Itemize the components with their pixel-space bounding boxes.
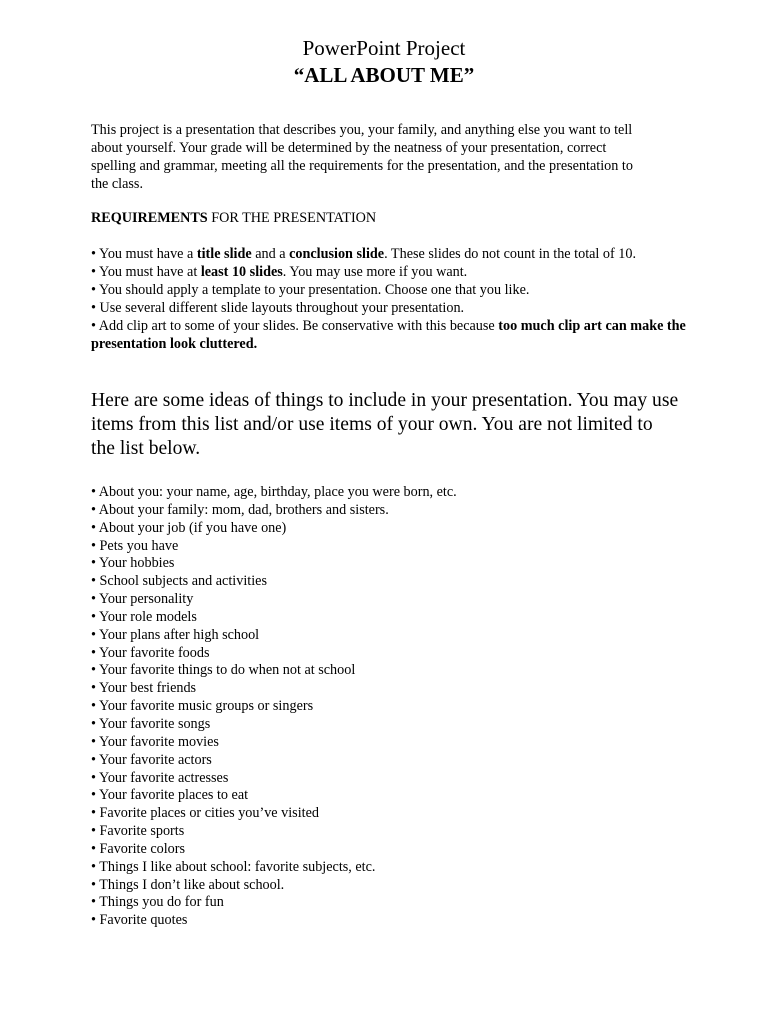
idea-item: [91, 716, 651, 734]
bullet: •: [91, 680, 99, 697]
idea-item: [91, 894, 651, 912]
bullet: •: [91, 894, 100, 911]
requirement-item: [91, 318, 691, 354]
idea-text: Your favorite actors: [99, 751, 212, 768]
bullet: •: [91, 840, 100, 857]
idea-text: Your favorite actresses: [99, 769, 229, 786]
requirement-emphasis: title slide: [196, 246, 252, 262]
bullet: •: [91, 912, 100, 929]
requirement-text: You should apply a template to your presentation. Choose one that you like.: [99, 281, 530, 298]
requirement-item: [91, 300, 691, 318]
idea-text: Your favorite songs: [99, 715, 211, 732]
idea-item: [91, 484, 651, 502]
idea-item: [91, 912, 651, 930]
idea-text: Your personality: [99, 591, 194, 608]
idea-item: [91, 859, 651, 877]
idea-item: [91, 555, 651, 573]
bullet: •: [91, 484, 99, 500]
bullet: •: [91, 299, 100, 316]
requirements-heading-bold: REQUIREMENTS: [91, 210, 208, 226]
idea-text: Things I like about school: favorite subjects, etc.: [99, 858, 376, 875]
idea-text: Favorite places or cities you’ve visited: [99, 805, 319, 822]
bullet: •: [91, 769, 99, 786]
idea-item: [91, 680, 651, 698]
idea-text: About you: your name, age, birthday, place you were born, etc.: [98, 484, 457, 500]
idea-text: Your role models: [99, 608, 197, 625]
bullet: •: [91, 644, 99, 661]
requirements-heading-rest: FOR THE PRESENTATION: [207, 210, 377, 226]
bullet: •: [91, 662, 99, 679]
idea-item: [91, 520, 651, 538]
idea-text: Favorite colors: [99, 840, 186, 857]
idea-text: Things I don’t like about school.: [99, 876, 285, 893]
bullet: •: [91, 573, 100, 590]
idea-text: School subjects and activities: [99, 573, 267, 590]
bullet: •: [91, 805, 100, 822]
idea-text: Your favorite movies: [99, 733, 219, 750]
bullet: •: [91, 519, 99, 536]
intro-paragraph: This project is a presentation that describes you, your family, and anything else you want to tell about yourself. Your grade will be determined by the neatness of your presentation, correct spelling and grammar, meeting all the requirements for the presentation, and the presentation to the class.: [91, 122, 633, 192]
bullet: •: [91, 281, 99, 298]
idea-item: [91, 734, 651, 752]
idea-item: [91, 662, 651, 680]
document-subtitle: “ALL ABOUT ME”: [293, 63, 475, 87]
requirement-text: . You may use more if you want.: [282, 263, 468, 280]
idea-item: [91, 841, 651, 859]
idea-text: Your favorite foods: [99, 644, 210, 661]
bullet: •: [91, 537, 100, 554]
idea-text: Your favorite music groups or singers: [99, 698, 314, 715]
requirement-text: You must have at: [99, 263, 201, 280]
bullet: •: [91, 555, 99, 572]
idea-item: [91, 609, 651, 627]
requirement-item: [91, 264, 691, 282]
bullet: •: [91, 263, 99, 280]
bullet: •: [91, 501, 99, 518]
requirement-text: Use several different slide layouts throughout your presentation.: [99, 299, 465, 316]
bullet: •: [91, 733, 99, 750]
ideas-list: [91, 484, 651, 930]
idea-text: Things you do for fun: [99, 894, 224, 911]
bullet: •: [91, 787, 99, 804]
idea-text: Your best friends: [99, 680, 197, 697]
ideas-intro: Here are some ideas of things to include in your presentation. You may use items from this list and/or use items of your own. You are not limited to the list below.: [91, 390, 679, 459]
bullet: •: [91, 246, 99, 262]
idea-text: About your family: mom, dad, brothers and sisters.: [98, 501, 389, 518]
idea-text: Favorite quotes: [99, 912, 188, 929]
idea-text: Favorite sports: [99, 823, 185, 840]
document-title: PowerPoint Project: [302, 36, 466, 60]
requirement-text: and a: [251, 246, 290, 262]
idea-text: About your job (if you have one): [98, 519, 287, 536]
bullet: •: [91, 626, 99, 643]
idea-item: [91, 752, 651, 770]
idea-item: [91, 787, 651, 805]
idea-item: [91, 805, 651, 823]
bullet: •: [91, 317, 99, 334]
idea-item: [91, 502, 651, 520]
requirements-list: [91, 246, 691, 353]
requirement-text: Add clip art to some of your slides. Be conservative with this because: [98, 317, 499, 334]
idea-text: Pets you have: [99, 537, 179, 554]
requirement-emphasis: conclusion slide: [289, 246, 385, 262]
requirement-emphasis: least 10 slides: [200, 263, 283, 280]
bullet: •: [91, 591, 99, 608]
idea-text: Your plans after high school: [99, 626, 260, 643]
bullet: •: [91, 715, 99, 732]
bullet: •: [91, 876, 100, 893]
idea-item: [91, 591, 651, 609]
requirement-item: [91, 282, 691, 300]
requirements-heading: [91, 209, 376, 227]
bullet: •: [91, 823, 100, 840]
idea-item: [91, 877, 651, 895]
idea-item: [91, 823, 651, 841]
idea-text: Your hobbies: [99, 555, 175, 572]
idea-item: [91, 627, 651, 645]
idea-item: [91, 645, 651, 663]
requirement-text: . These slides do not count in the total of 10.: [384, 246, 637, 262]
bullet: •: [91, 608, 99, 625]
requirement-emphasis: too much clip art can make the presentation look cluttered.: [91, 317, 686, 352]
idea-item: [91, 698, 651, 716]
bullet: •: [91, 751, 99, 768]
idea-text: Your favorite places to eat: [99, 787, 249, 804]
idea-item: [91, 770, 651, 788]
bullet: •: [91, 858, 100, 875]
idea-item: [91, 538, 651, 556]
requirement-item: [91, 246, 691, 264]
idea-text: Your favorite things to do when not at school: [99, 662, 356, 679]
bullet: •: [91, 698, 99, 715]
idea-item: [91, 573, 651, 591]
requirement-text: You must have a: [99, 246, 197, 262]
